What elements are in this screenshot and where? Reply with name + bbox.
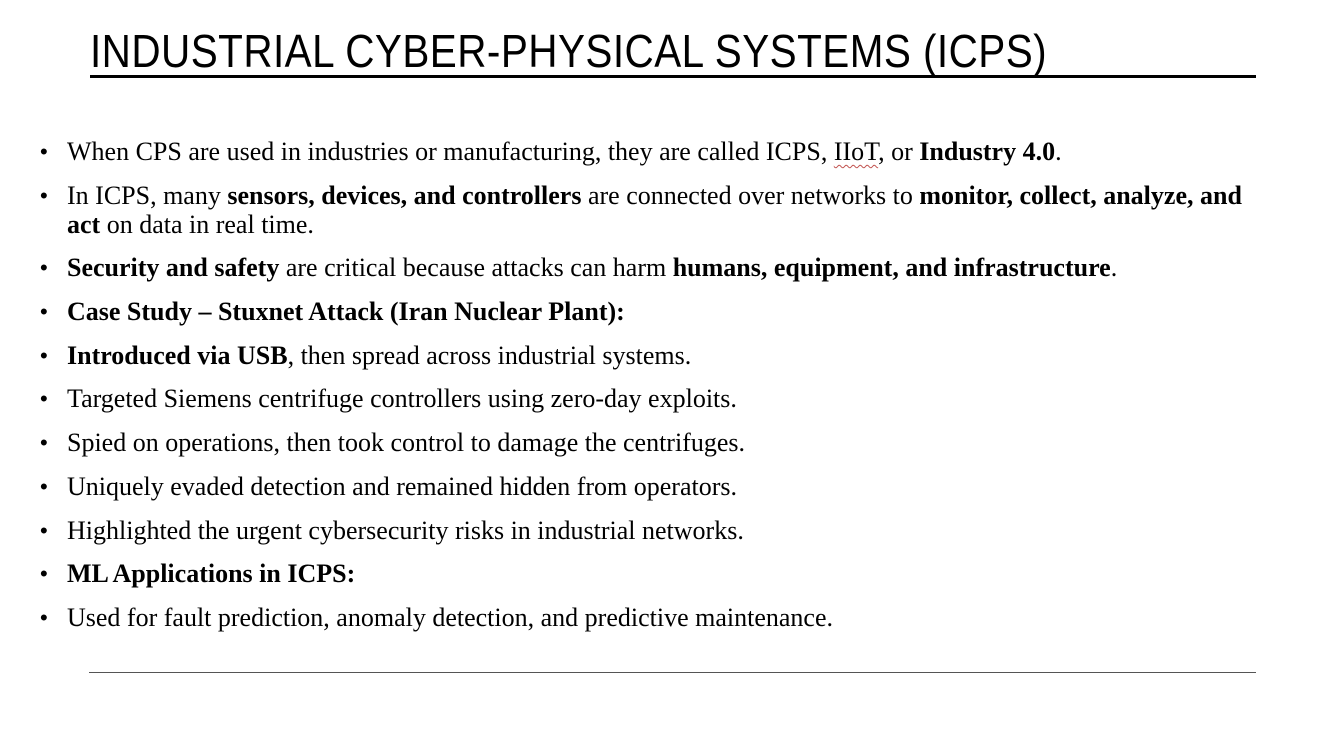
bullet-text: , then spread across industrial systems. — [287, 340, 692, 370]
bullet-text: are connected over networks to — [581, 180, 920, 210]
bullet-item — [40, 384, 1280, 413]
bullet-text: Uniquely evaded detection and remained hidden from operators. — [67, 471, 737, 501]
bullet-text: When CPS are used in industries or manufacturing, they are called ICPS, — [67, 137, 834, 166]
bullet-text: Used for fault prediction, anomaly detection, and predictive maintenance. — [67, 602, 833, 632]
bullet-item — [40, 181, 1280, 239]
bullet-item — [40, 516, 1280, 545]
bullet-dot-icon: • — [40, 386, 48, 412]
bullet-dot-icon: • — [40, 517, 48, 543]
bullet-item — [40, 297, 1280, 326]
bullet-item — [40, 603, 1280, 632]
bullet-text: on data in real time. — [100, 209, 314, 239]
bullet-item — [40, 137, 1280, 166]
bullet-bold-text: humans, equipment, and infrastructure — [672, 253, 1111, 283]
bullet-text: are critical because attacks can harm — [279, 253, 673, 283]
bullet-dot-icon: • — [40, 139, 48, 164]
bullet-bold-text: sensors, devices, and controllers — [227, 180, 582, 210]
bullet-bold-text: Introduced via USB — [67, 340, 288, 370]
bullet-text: , or — [878, 137, 920, 166]
bullet-item — [40, 559, 1280, 588]
bullet-text: . — [1110, 253, 1118, 283]
bullet-text: . — [1055, 137, 1062, 166]
bullet-item — [40, 472, 1280, 501]
bullet-text: Targeted Siemens centrifuge controllers using zero-day exploits. — [67, 384, 737, 414]
bullet-dot-icon: • — [40, 430, 48, 456]
bullet-bold-text: Industry 4.0 — [919, 137, 1056, 166]
bullet-bold-text: Case Study – Stuxnet Attack (Iran Nuclear Plant): — [67, 297, 625, 327]
bullet-dot-icon: • — [40, 342, 48, 368]
bullet-text: In ICPS, many — [67, 180, 228, 210]
bullet-item — [40, 253, 1280, 282]
bullet-item — [40, 428, 1280, 457]
bullet-text: IIoT — [833, 137, 879, 166]
bullet-dot-icon: • — [40, 182, 48, 208]
bullet-item — [40, 341, 1280, 370]
bullet-text: Spied on operations, then took control to damage the centrifuges. — [67, 428, 745, 458]
bullet-bold-text: Security and safety — [67, 253, 280, 283]
bullet-bold-text: ML Applications in ICPS: — [67, 559, 356, 589]
bullet-text: Highlighted the urgent cybersecurity risks in industrial networks. — [67, 515, 744, 545]
footer-divider — [89, 672, 1256, 673]
slide-title-text: INDUSTRIAL CYBER-PHYSICAL SYSTEMS (ICPS) — [90, 25, 1048, 77]
slide-title — [90, 24, 1256, 78]
bullet-bold-text: monitor, collect, analyze, and act — [67, 180, 1242, 239]
bullet-dot-icon: • — [40, 299, 48, 325]
bullet-dot-icon: • — [40, 561, 48, 587]
bullet-dot-icon: • — [40, 604, 48, 630]
bullet-dot-icon: • — [40, 473, 48, 499]
bullet-dot-icon: • — [40, 255, 48, 281]
bullet-list — [40, 137, 1280, 647]
